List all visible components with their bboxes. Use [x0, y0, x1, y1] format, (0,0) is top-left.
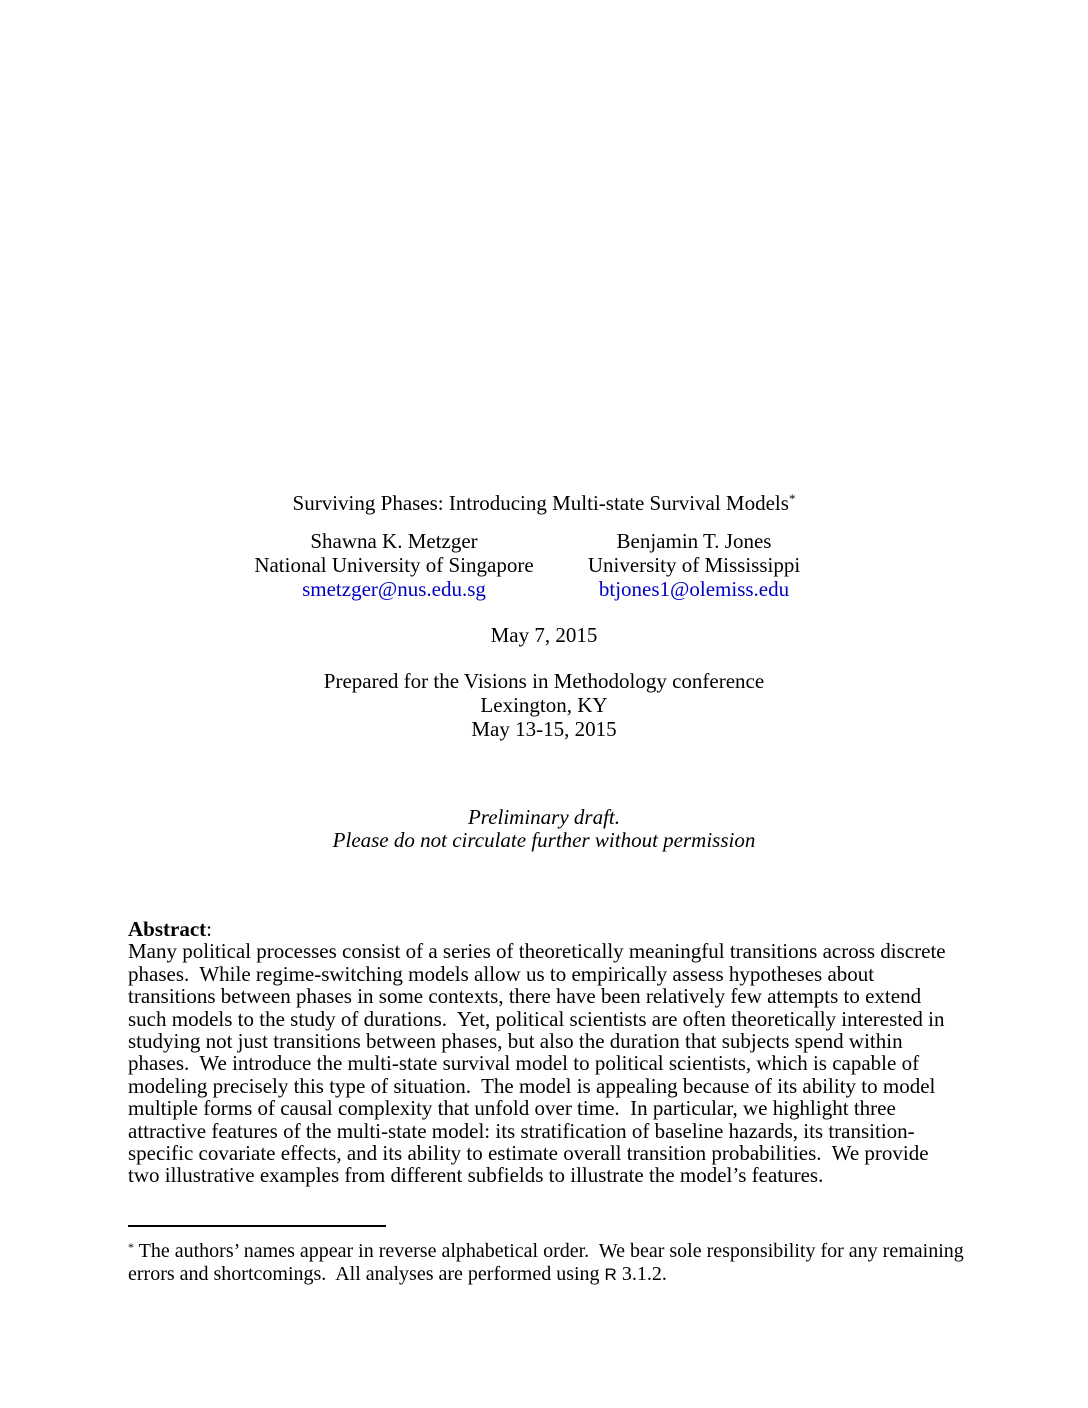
author-block-metzger	[244, 529, 544, 601]
abstract-heading-label: Abstract	[128, 917, 207, 941]
abstract-heading	[128, 918, 964, 940]
footnote-marker: *	[128, 1240, 134, 1254]
author-email-link[interactable]: smetzger@nus.edu.sg	[302, 577, 486, 601]
paper-title	[0, 487, 1088, 515]
conference-dates: May 13-15, 2015	[471, 717, 617, 741]
author-affiliation: University of Mississippi	[587, 553, 801, 577]
footnote-body: The authors’ names appear in reverse alphabetical order. We bear sole responsibility for any remaining errors and shortcomings. All analyses are performed using	[128, 1240, 969, 1285]
abstract-heading-colon: :	[206, 917, 212, 941]
footnote-body-tail: 3.1.2.	[616, 1263, 667, 1285]
author-block-jones	[544, 529, 844, 601]
author-email-link[interactable]: btjones1@olemiss.edu	[598, 577, 790, 601]
author-name: Shawna K. Metzger	[310, 529, 478, 553]
authors-row	[244, 529, 844, 601]
draft-notice-line2: Please do not circulate further without permission	[332, 828, 756, 852]
draft-date: May 7, 2015	[490, 623, 598, 647]
abstract-body: Many political processes consist of a series of theoretically meaningful transitions across discrete phases. While regime-switching models allow us to empirically assess hypotheses about transitions between phases in some contexts, there have been relatively few attempts to extend such models to the study of durations. Yet, political scientists are often theoretically interested in studying not just transitions between phases, but also the duration that subjects spend within phases. We introduce the multi-state survival model to political scientists, which is capable of modeling precisely this type of situation. The model is appealing because of its ability to model multiple forms of causal complexity that unfold over time. In particular, we highlight three attractive features of the multi-state model: its stratification of baseline hazards, its transition-specific covariate effects, and its ability to estimate overall transition probabilities. We provide two illustrative examples from different subfields to illustrate the model’s features.	[128, 939, 951, 1188]
conference-prepared-for: Prepared for the Visions in Methodology conference	[323, 669, 765, 693]
footnote-section	[128, 1225, 972, 1286]
conference-block	[0, 669, 1088, 741]
footnote-rule	[128, 1225, 386, 1227]
author-affiliation: National University of Singapore	[254, 553, 534, 577]
draft-notice-line1: Preliminary draft.	[467, 805, 621, 829]
draft-notice	[0, 806, 1088, 852]
author-name: Benjamin T. Jones	[616, 529, 772, 553]
footnote-text	[128, 1236, 972, 1286]
abstract-section	[128, 918, 964, 1187]
conference-location: Lexington, KY	[480, 693, 608, 717]
paper-title-text: Surviving Phases: Introducing Multi-state Survival Models	[292, 491, 789, 515]
title-footnote-marker: *	[788, 491, 796, 506]
r-software-label: R	[604, 1265, 617, 1284]
